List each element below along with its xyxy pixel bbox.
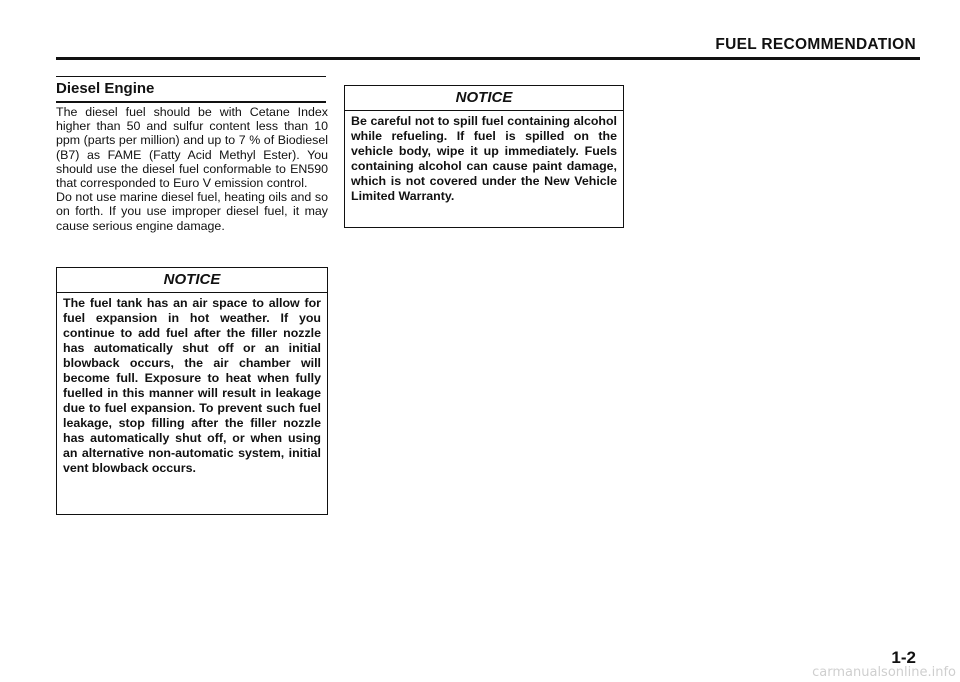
body-paragraph: The diesel fuel should be with Cetane Index higher than 50 and sulfur content less than 10 ppm (parts per million) and up to 7 % of Biodiesel (B7) as FAME (Fatty Acid Methyl Ester). You should use the diesel fuel conformable to EN590 that corresponded to Euro V emission control. (56, 105, 328, 191)
notice-box-alcohol-fuel (344, 85, 624, 228)
section-heading: Diesel Engine (56, 80, 155, 97)
notice-text: The fuel tank has an air space to allow for fuel expansion in hot weather. If you continue to add fuel after the filler nozzle has automatically shut off or an initial blowback occurs, the air chamber will become full. Exposure to heat when fully fuelled in this manner will result in leakage due to fuel expansion. To prevent such fuel leakage, stop filling after the filler nozzle has automatically shut off, or when using an alternative non-automatic system, initial vent blowback occurs. (63, 296, 321, 475)
notice-text: Be careful not to spill fuel containing alcohol while refueling. If fuel is spilled on the vehicle body, wipe it up immediately. Fuels containing alcohol can cause paint damage, which is not covered under the New Vehicle Limited Warranty. (351, 114, 617, 203)
body-paragraph: Do not use marine diesel fuel, heating oils and so on forth. If you use improper diesel fuel, it may cause serious engine damage. (56, 190, 328, 233)
watermark: carmanualsonline.info (812, 665, 956, 680)
notice-title: NOTICE (57, 268, 327, 293)
page-header-title: FUEL RECOMMENDATION (715, 36, 916, 53)
section-heading-rule-top (56, 76, 326, 77)
notice-box-fuel-expansion (56, 267, 328, 515)
notice-title: NOTICE (345, 86, 623, 111)
section-heading-rule-bottom (56, 101, 326, 103)
section-body (56, 105, 328, 233)
page-number: 1-2 (891, 648, 916, 667)
header-rule (56, 57, 920, 60)
